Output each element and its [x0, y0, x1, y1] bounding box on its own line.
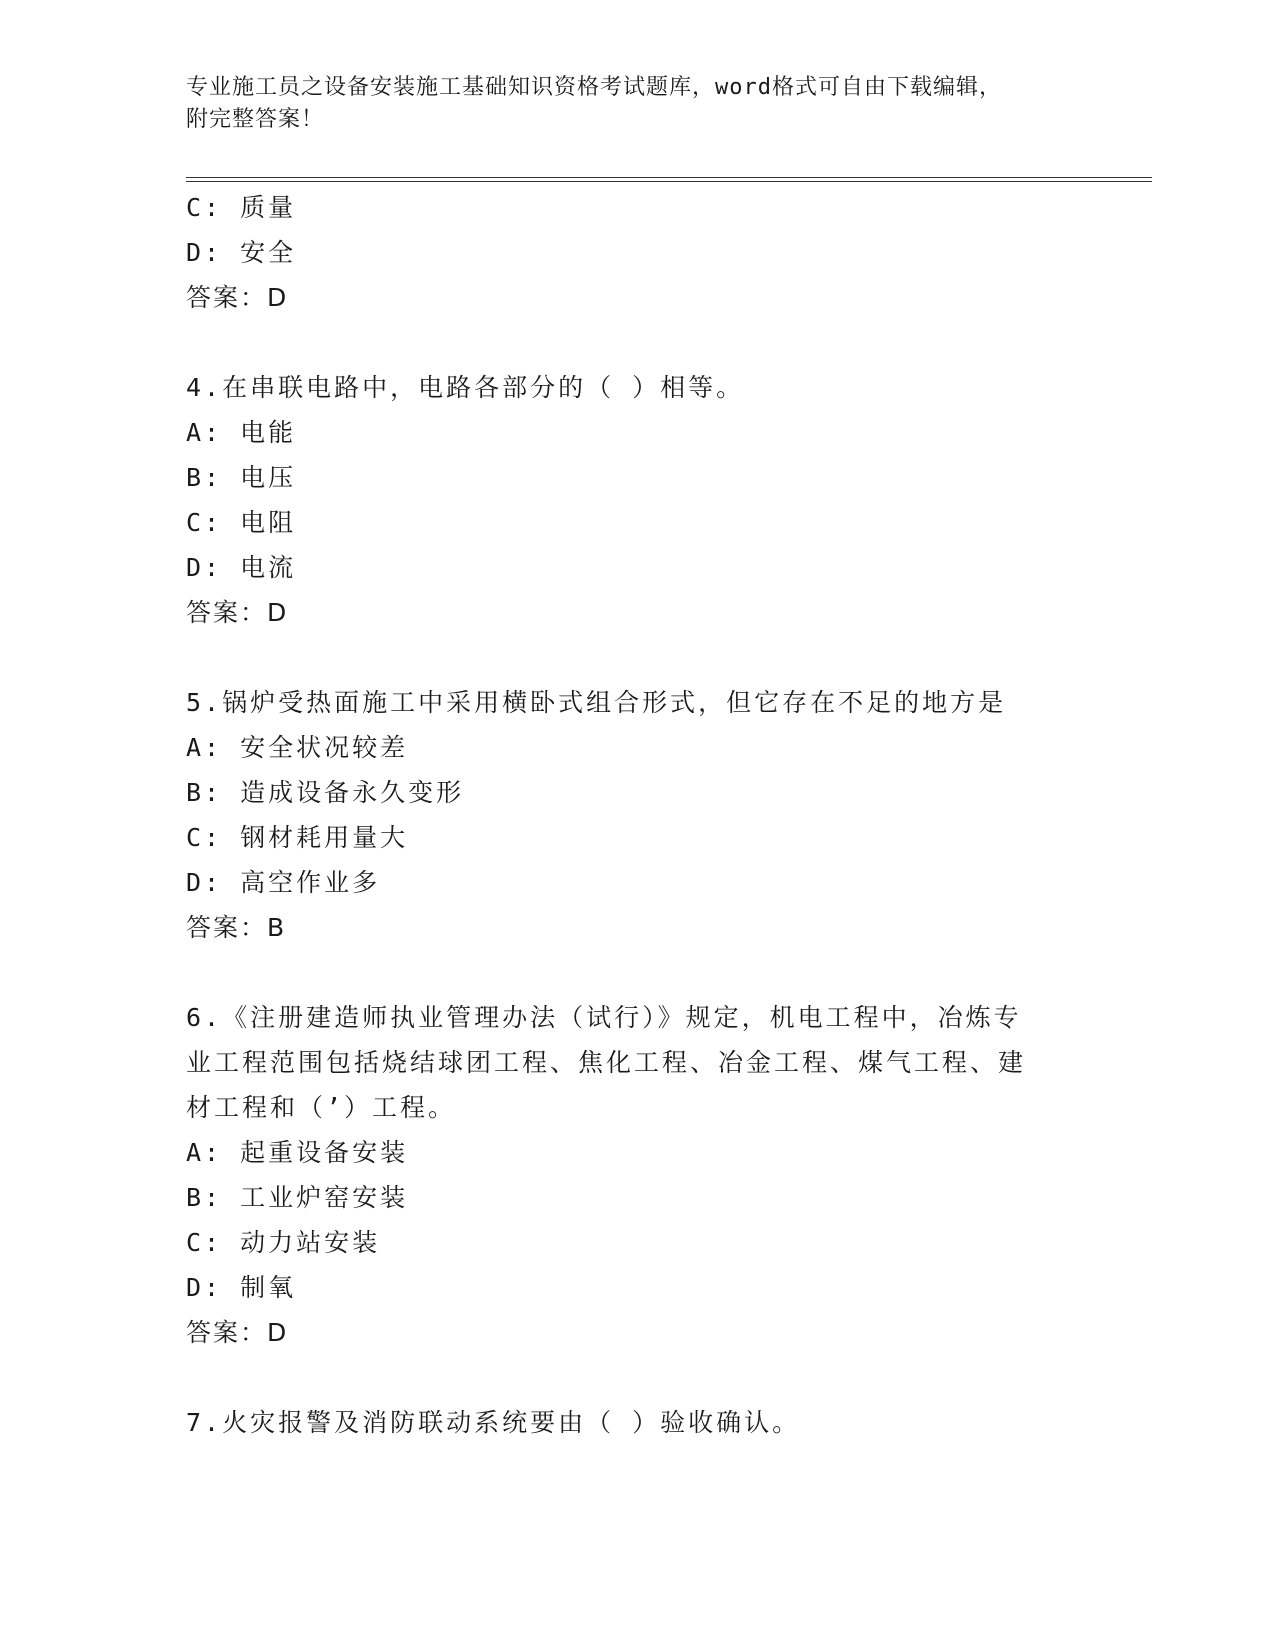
q3-option-c: C: 质量 — [186, 193, 297, 222]
q6-option-c: C: 动力站安装 — [186, 1228, 381, 1257]
header-divider-top — [186, 177, 1152, 178]
q5-option-b: B: 造成设备永久变形 — [186, 778, 465, 807]
q3-answer: 答案：D — [186, 283, 289, 312]
q5-question: 5.锅炉受热面施工中采用横卧式组合形式，但它存在不足的地方是 — [186, 688, 1007, 717]
q6-question-line-1: 6.《注册建造师执业管理办法（试行）》规定，机电工程中，冶炼专 — [186, 1003, 1022, 1032]
q4-option-d: D: 电流 — [186, 553, 297, 582]
q7-question: 7.火灾报警及消防联动系统要由（ ）验收确认。 — [186, 1408, 801, 1437]
q6-answer: 答案：D — [186, 1318, 289, 1347]
q5-answer: 答案：B — [186, 913, 287, 942]
q3-option-d: D: 安全 — [186, 238, 297, 267]
q6-option-a: A: 起重设备安装 — [186, 1138, 409, 1167]
document-header — [186, 72, 1066, 136]
q4-answer: 答案：D — [186, 598, 289, 627]
q5-option-d: D: 高空作业多 — [186, 868, 381, 897]
q6-question-line-2: 业工程范围包括烧结球团工程、焦化工程、冶金工程、煤气工程、建 — [186, 1048, 1027, 1077]
q6-question-line-3: 材工程和（’）工程。 — [186, 1093, 457, 1122]
q4-option-c: C: 电阻 — [186, 508, 297, 537]
q4-question: 4.在串联电路中，电路各部分的（ ）相等。 — [186, 373, 745, 402]
q5-option-a: A: 安全状况较差 — [186, 733, 409, 762]
header-title-line-1: 专业施工员之设备安装施工基础知识资格考试题库，word格式可自由下载编辑， — [186, 75, 1002, 100]
q4-option-b: B: 电压 — [186, 463, 297, 492]
q4-option-a: A: 电能 — [186, 418, 297, 447]
header-title-line-2: 附完整答案！ — [186, 107, 325, 132]
q6-option-d: D: 制氧 — [186, 1273, 297, 1302]
q5-option-c: C: 钢材耗用量大 — [186, 823, 409, 852]
header-divider-bottom — [186, 181, 1152, 182]
q6-option-b: B: 工业炉窑安装 — [186, 1183, 409, 1212]
